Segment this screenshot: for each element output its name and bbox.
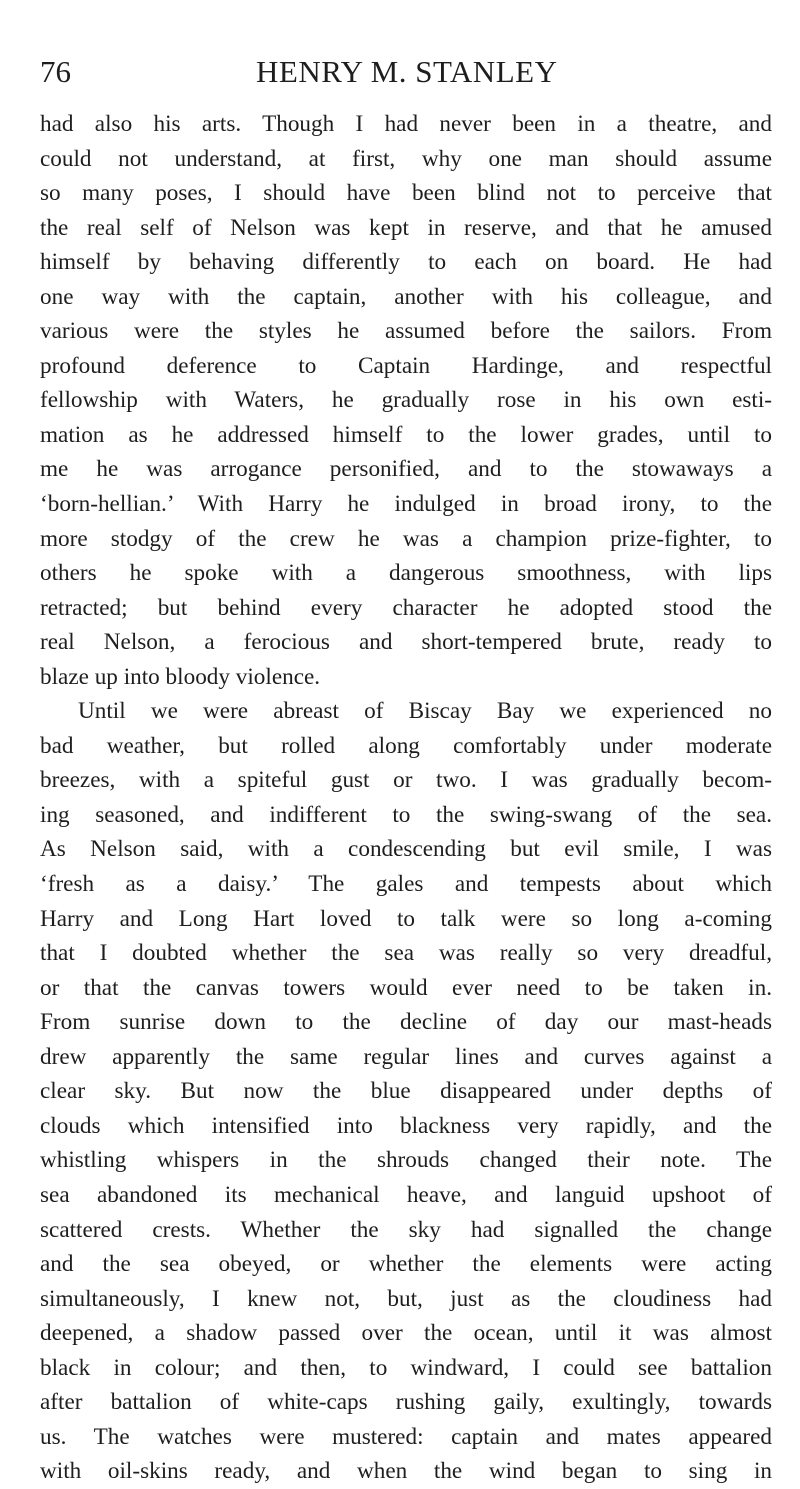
text-line: me he was arrogance personified, and to the stowaways a [40, 456, 772, 483]
running-head: HENRY M. STANLEY [256, 54, 558, 89]
text-line: drew apparently the same regular lines and curves against a [40, 1043, 772, 1070]
text-line: ‘fresh as a daisy.’ The gales and tempests about which [40, 871, 772, 898]
text-line: and the sea obeyed, or whether the elements were acting [40, 1251, 772, 1278]
text-line: fellowship with Waters, he gradually rose in his own esti- [40, 387, 772, 414]
text-line: bad weather, but rolled along comfortably under moderate [40, 732, 772, 759]
text-line: the real self of Nelson was kept in reserve, and that he amused [40, 214, 772, 241]
text-line: himself by behaving differently to each on board. He had [40, 249, 772, 276]
paragraph-start-line: Until we were abreast of Biscay Bay we experienced no [78, 698, 772, 725]
text-line: one way with the captain, another with his colleague, and [40, 283, 772, 310]
text-line: whistling whispers in the shrouds changed their note. The [40, 1147, 772, 1174]
text-line: Harry and Long Hart loved to talk were so long a-coming [40, 905, 772, 932]
text-line: so many poses, I should have been blind not to perceive that [40, 180, 772, 207]
text-line: others he spoke with a dangerous smoothness, with lips [40, 560, 772, 587]
text-line: simultaneously, I knew not, but, just as the cloudiness had [40, 1285, 772, 1312]
page-header [40, 52, 772, 92]
text-line: deepened, a shadow passed over the ocean, until it was almost [40, 1320, 772, 1347]
text-line: or that the canvas towers would ever need to be taken in. [40, 974, 772, 1001]
paragraph-end-line: blaze up into bloody violence. [40, 663, 321, 690]
page-number: 76 [40, 54, 71, 89]
text-line: with oil-skins ready, and when the wind began to sing in [40, 1458, 772, 1485]
text-line: From sunrise down to the decline of day our mast-heads [40, 1009, 772, 1036]
text-line: real Nelson, a ferocious and short-tempered brute, ready to [40, 629, 772, 656]
text-line: breezes, with a spiteful gust or two. I was gradually becom- [40, 767, 772, 794]
text-line: various were the styles he assumed before the sailors. From [40, 318, 772, 345]
text-line: us. The watches were mustered: captain and mates appeared [40, 1423, 772, 1450]
text-line: As Nelson said, with a condescending but evil smile, I was [40, 836, 772, 863]
body-text [40, 107, 772, 1489]
text-line: ‘born-hellian.’ With Harry he indulged in broad irony, to the [40, 491, 772, 518]
text-line: more stodgy of the crew he was a champion prize-fighter, to [40, 525, 772, 552]
text-line: retracted; but behind every character he adopted stood the [40, 594, 772, 621]
text-line: after battalion of white-caps rushing gaily, exultingly, towards [40, 1389, 772, 1416]
text-line: sea abandoned its mechanical heave, and languid upshoot of [40, 1181, 772, 1208]
text-line: black in colour; and then, to windward, I could see battalion [40, 1354, 772, 1381]
text-line: clouds which intensified into blackness very rapidly, and the [40, 1112, 772, 1139]
text-line: scattered crests. Whether the sky had signalled the change [40, 1216, 772, 1243]
text-line: mation as he addressed himself to the lower grades, until to [40, 421, 772, 448]
text-line: profound deference to Captain Hardinge, and respectful [40, 352, 772, 379]
text-line: that I doubted whether the sea was really so very dreadful, [40, 940, 772, 967]
text-line: could not understand, at first, why one man should assume [40, 145, 772, 172]
text-line: had also his arts. Though I had never been in a theatre, and [40, 111, 772, 137]
text-line: clear sky. But now the blue disappeared under depths of [40, 1078, 772, 1105]
text-line: ing seasoned, and indifferent to the swing-swang of the sea. [40, 801, 772, 828]
